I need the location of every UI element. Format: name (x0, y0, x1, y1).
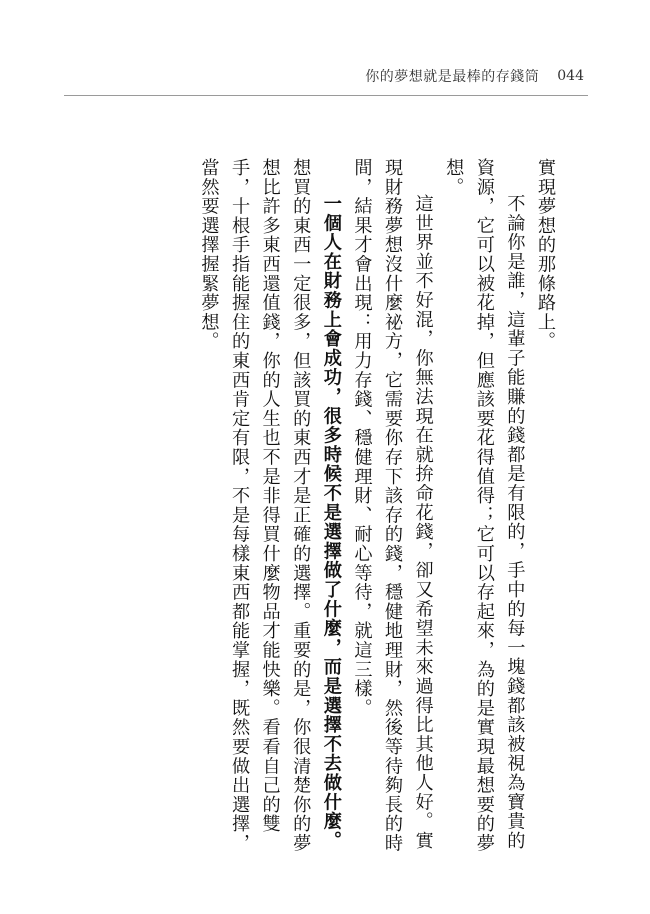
paragraph-3: 這世界並不好混，你無法現在就拚命花錢，卻又希望未來過得比其他人好。實現財務夢想沒什麼祕方，它需要你存下該存的錢，穩健地理財，然後等待夠長的時間，結果才會出現：用力存錢、穩健理財、耐心等待，就這三樣。 (351, 158, 434, 853)
paragraph-1: 實現夢想的那條路上。 (535, 158, 556, 351)
paragraph-2: 不論你是誰，這輩子能賺的錢都是有限的，手中的每一塊錢都該被視為寶貴的資源，它可以被花掉，但應該要花得值得；它可以存起來，為的是實現最想要的夢想。 (443, 158, 526, 853)
chapter-title: 你的夢想就是最棒的存錢筒 (365, 69, 540, 85)
page-number: 044 (557, 68, 584, 84)
header-divider (64, 95, 588, 96)
body-text (193, 158, 560, 858)
emphasis-text: 一個人在財務上會成功，很多時候不是選擇做了什麼，而是選擇不去做什麼。 (320, 194, 342, 851)
running-header (365, 66, 584, 86)
paragraph-4-rest: 想買的東西一定很多，但該買的東西才是正確的選擇。重要的是，你很清楚你的夢想比許多東西還值錢，你的人生也不是非得買什麼物品才能快樂。看看自己的雙手，十根手指能握住的東西肯定有限，不是每樣東西都能掌握，既然要做出選擇，當然要選擇握緊夢想。 (198, 158, 312, 853)
paragraph-4 (193, 158, 346, 858)
